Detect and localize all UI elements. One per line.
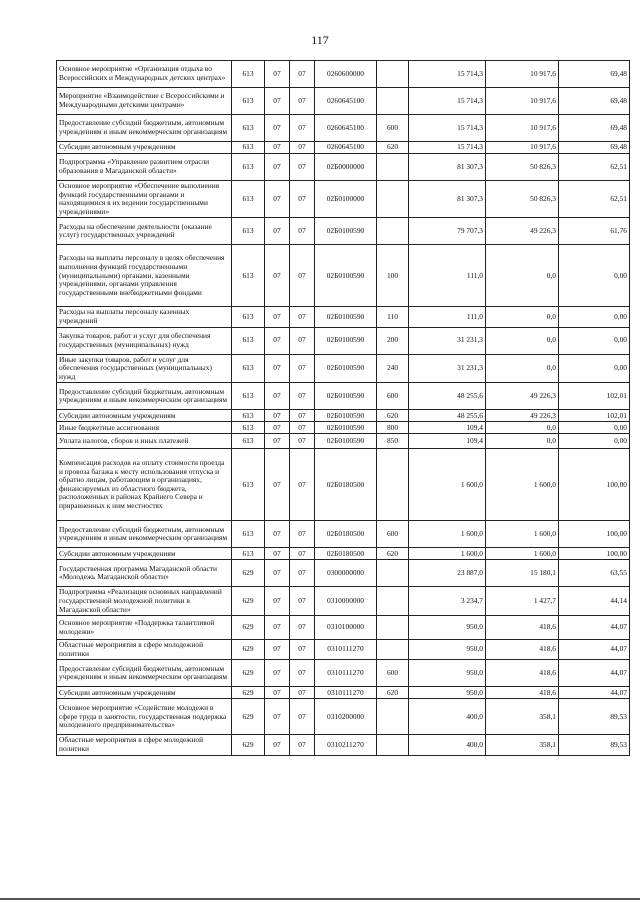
cell-name: Иные бюджетные ассигнования [57, 422, 232, 434]
cell-type: 600 [377, 660, 409, 687]
cell-subsection: 07 [290, 521, 315, 548]
cell-actual: 418,6 [486, 660, 559, 687]
cell-percent: 0,00 [559, 434, 630, 449]
cell-actual: 0,0 [486, 307, 559, 327]
cell-type: 600 [377, 521, 409, 548]
cell-target: 02Б0180500 [315, 548, 377, 560]
cell-actual: 1 600,0 [486, 548, 559, 560]
cell-type [377, 61, 409, 88]
cell-section: 07 [265, 61, 290, 88]
cell-subsection: 07 [290, 61, 315, 88]
cell-plan: 3 234,7 [409, 587, 486, 616]
cell-name: Областные мероприятия в сфере молодежной политики [57, 640, 232, 660]
table-row [57, 735, 630, 755]
cell-actual: 358,1 [486, 699, 559, 735]
cell-code: 613 [232, 383, 265, 410]
page-number: 117 [311, 33, 329, 47]
table-row [57, 88, 630, 115]
cell-percent: 69,48 [559, 142, 630, 154]
cell-percent: 69,48 [559, 88, 630, 115]
cell-name: Компенсация расходов на оплату стоимости проезда и провоза багажа к месту использования отпуска и обратно лицам, работающим в организациях, финансируемых из областного бюджета, расположенных в районах Крайнего Севера и приравненных к ним местностях [57, 449, 232, 521]
cell-code: 613 [232, 88, 265, 115]
cell-section: 07 [265, 699, 290, 735]
table-row [57, 587, 630, 616]
cell-actual: 10 917,6 [486, 61, 559, 88]
cell-target: 02Б0100590 [315, 327, 377, 354]
cell-percent: 44,07 [559, 687, 630, 699]
cell-name: Предоставление субсидий бюджетным, автономным учреждениям и иным некоммерческим организациям [57, 115, 232, 142]
cell-code: 613 [232, 327, 265, 354]
cell-name: Государственная программа Магаданской области «Молодежь Магаданской области» [57, 560, 232, 587]
cell-percent: 0,00 [559, 327, 630, 354]
cell-actual: 0,0 [486, 245, 559, 307]
cell-section: 07 [265, 449, 290, 521]
cell-section: 07 [265, 245, 290, 307]
cell-target: 02Б0100590 [315, 307, 377, 327]
cell-code: 629 [232, 560, 265, 587]
table-row [57, 548, 630, 560]
table-row [57, 154, 630, 181]
cell-section: 07 [265, 422, 290, 434]
table-row [57, 181, 630, 218]
cell-name: Расходы на выплаты персоналу в целях обеспечения выполнения функций государственными (муниципальными) органами, казенными учреждениями, органами управления государственными внебюджетными фондами [57, 245, 232, 307]
cell-plan: 81 307,3 [409, 181, 486, 218]
cell-actual: 0,0 [486, 354, 559, 383]
cell-target: 02Б0100590 [315, 422, 377, 434]
cell-target: 02Б0180500 [315, 449, 377, 521]
cell-type [377, 218, 409, 245]
cell-target: 0310000000 [315, 587, 377, 616]
cell-percent: 102,01 [559, 410, 630, 422]
cell-plan: 400,0 [409, 699, 486, 735]
cell-section: 07 [265, 410, 290, 422]
cell-percent: 100,00 [559, 548, 630, 560]
table-row [57, 354, 630, 383]
cell-section: 07 [265, 735, 290, 755]
cell-target: 02Б0100590 [315, 434, 377, 449]
cell-type [377, 587, 409, 616]
cell-percent: 63,55 [559, 560, 630, 587]
cell-subsection: 07 [290, 560, 315, 587]
cell-subsection: 07 [290, 245, 315, 307]
cell-code: 613 [232, 354, 265, 383]
cell-target: 0260645100 [315, 142, 377, 154]
cell-type [377, 735, 409, 755]
cell-name: Расходы на обеспечение деятельности (оказание услуг) государственных учреждений [57, 218, 232, 245]
cell-type: 200 [377, 327, 409, 354]
cell-target: 02Б0100590 [315, 383, 377, 410]
cell-subsection: 07 [290, 548, 315, 560]
cell-name: Субсидии автономным учреждениям [57, 410, 232, 422]
cell-code: 629 [232, 687, 265, 699]
cell-section: 07 [265, 88, 290, 115]
cell-subsection: 07 [290, 218, 315, 245]
table-row [57, 422, 630, 434]
cell-subsection: 07 [290, 88, 315, 115]
cell-name: Расходы на выплаты персоналу казенных учреждений [57, 307, 232, 327]
cell-code: 629 [232, 735, 265, 755]
cell-percent: 44,14 [559, 587, 630, 616]
cell-type [377, 699, 409, 735]
cell-type: 240 [377, 354, 409, 383]
cell-subsection: 07 [290, 660, 315, 687]
cell-actual: 0,0 [486, 327, 559, 354]
cell-type: 620 [377, 142, 409, 154]
cell-plan: 950,0 [409, 640, 486, 660]
cell-name: Закупка товаров, работ и услуг для обеспечения государственных (муниципальных) нужд [57, 327, 232, 354]
cell-code: 629 [232, 660, 265, 687]
cell-code: 613 [232, 142, 265, 154]
cell-percent: 100,00 [559, 521, 630, 548]
cell-target: 02Б0100000 [315, 181, 377, 218]
cell-target: 0310111270 [315, 660, 377, 687]
cell-plan: 111,0 [409, 307, 486, 327]
cell-subsection: 07 [290, 383, 315, 410]
cell-section: 07 [265, 587, 290, 616]
cell-name: Подпрограмма «Реализация основных направлений государственной молодежной политики в Магаданской области» [57, 587, 232, 616]
cell-percent: 89,53 [559, 699, 630, 735]
cell-type: 110 [377, 307, 409, 327]
budget-table [56, 60, 630, 756]
cell-type [377, 449, 409, 521]
cell-plan: 109,4 [409, 434, 486, 449]
cell-actual: 0,0 [486, 422, 559, 434]
table-row [57, 660, 630, 687]
table-row [57, 699, 630, 735]
cell-plan: 1 600,0 [409, 548, 486, 560]
cell-type [377, 640, 409, 660]
cell-code: 613 [232, 245, 265, 307]
cell-percent: 61,76 [559, 218, 630, 245]
cell-subsection: 07 [290, 640, 315, 660]
cell-type: 600 [377, 383, 409, 410]
cell-plan: 950,0 [409, 687, 486, 699]
cell-type [377, 88, 409, 115]
cell-type: 850 [377, 434, 409, 449]
cell-percent: 0,00 [559, 422, 630, 434]
table-row [57, 383, 630, 410]
cell-percent: 102,01 [559, 383, 630, 410]
cell-target: 0310111270 [315, 687, 377, 699]
cell-name: Иные закупки товаров, работ и услуг для обеспечения государственных (муниципальных) нужд [57, 354, 232, 383]
cell-percent: 0,00 [559, 354, 630, 383]
cell-target: 0310100000 [315, 616, 377, 640]
cell-subsection: 07 [290, 410, 315, 422]
table-row [57, 434, 630, 449]
cell-plan: 31 231,3 [409, 327, 486, 354]
cell-target: 02Б0100590 [315, 410, 377, 422]
cell-actual: 1 427,7 [486, 587, 559, 616]
cell-subsection: 07 [290, 181, 315, 218]
table-row [57, 245, 630, 307]
table-row [57, 616, 630, 640]
cell-code: 629 [232, 587, 265, 616]
cell-percent: 69,48 [559, 61, 630, 88]
cell-type: 600 [377, 115, 409, 142]
table-row [57, 521, 630, 548]
cell-name: Основное мероприятие «Поддержка талантливой молодежи» [57, 616, 232, 640]
cell-code: 613 [232, 181, 265, 218]
cell-plan: 109,4 [409, 422, 486, 434]
cell-code: 613 [232, 410, 265, 422]
cell-actual: 49 226,3 [486, 218, 559, 245]
cell-section: 07 [265, 142, 290, 154]
cell-section: 07 [265, 660, 290, 687]
cell-percent: 100,00 [559, 449, 630, 521]
cell-code: 613 [232, 521, 265, 548]
cell-subsection: 07 [290, 354, 315, 383]
cell-name: Предоставление субсидий бюджетным, автономным учреждениям и иным некоммерческим организациям [57, 521, 232, 548]
cell-plan: 79 707,3 [409, 218, 486, 245]
cell-code: 613 [232, 61, 265, 88]
cell-actual: 1 600,0 [486, 449, 559, 521]
cell-plan: 15 714,3 [409, 115, 486, 142]
cell-target: 0310200000 [315, 699, 377, 735]
cell-section: 07 [265, 687, 290, 699]
cell-plan: 400,0 [409, 735, 486, 755]
cell-name: Субсидии автономным учреждениям [57, 687, 232, 699]
cell-target: 0260645100 [315, 115, 377, 142]
cell-type: 100 [377, 245, 409, 307]
cell-code: 613 [232, 434, 265, 449]
cell-percent: 44,07 [559, 616, 630, 640]
cell-plan: 950,0 [409, 616, 486, 640]
cell-percent: 0,00 [559, 245, 630, 307]
cell-target: 02Б0180500 [315, 521, 377, 548]
cell-target: 02Б0100590 [315, 218, 377, 245]
cell-name: Основное мероприятие «Организация отдыха во Всероссийских и Международных детских центрах» [57, 61, 232, 88]
cell-section: 07 [265, 354, 290, 383]
cell-actual: 1 600,0 [486, 521, 559, 548]
cell-actual: 15 180,1 [486, 560, 559, 587]
cell-name: Основное мероприятие «Обеспечение выполнения функций государственными органами и находящимися в их ведении государственными учреждениями» [57, 181, 232, 218]
cell-code: 613 [232, 449, 265, 521]
cell-actual: 10 917,6 [486, 88, 559, 115]
cell-target: 0310211270 [315, 735, 377, 755]
table-row [57, 142, 630, 154]
cell-plan: 23 887,0 [409, 560, 486, 587]
cell-section: 07 [265, 383, 290, 410]
cell-actual: 0,0 [486, 434, 559, 449]
cell-name: Основное мероприятие «Содействие молодежи в сфере труда и занятости, государственная поддержка молодежного предпринимательства» [57, 699, 232, 735]
cell-target: 02Б0000000 [315, 154, 377, 181]
cell-plan: 48 255,6 [409, 410, 486, 422]
cell-percent: 44,07 [559, 660, 630, 687]
table-row [57, 327, 630, 354]
cell-section: 07 [265, 521, 290, 548]
table-row [57, 640, 630, 660]
table-row [57, 449, 630, 521]
cell-percent: 89,53 [559, 735, 630, 755]
cell-plan: 81 307,3 [409, 154, 486, 181]
cell-type [377, 560, 409, 587]
cell-section: 07 [265, 560, 290, 587]
cell-type: 800 [377, 422, 409, 434]
cell-code: 613 [232, 115, 265, 142]
cell-name: Субсидии автономным учреждениям [57, 548, 232, 560]
table-row [57, 307, 630, 327]
cell-subsection: 07 [290, 587, 315, 616]
cell-name: Предоставление субсидий бюджетным, автономным учреждениям и иным некоммерческим организациям [57, 660, 232, 687]
cell-code: 613 [232, 307, 265, 327]
cell-type [377, 154, 409, 181]
cell-target: 0300000000 [315, 560, 377, 587]
cell-subsection: 07 [290, 699, 315, 735]
cell-percent: 62,51 [559, 181, 630, 218]
cell-plan: 950,0 [409, 660, 486, 687]
cell-name: Областные мероприятия в сфере молодежной политики [57, 735, 232, 755]
cell-name: Мероприятие «Взаимодействие с Всероссийскими и Международными детскими центрами» [57, 88, 232, 115]
cell-code: 613 [232, 154, 265, 181]
cell-actual: 418,6 [486, 640, 559, 660]
cell-subsection: 07 [290, 422, 315, 434]
cell-actual: 49 226,3 [486, 410, 559, 422]
cell-section: 07 [265, 307, 290, 327]
cell-plan: 15 714,3 [409, 88, 486, 115]
cell-plan: 48 255,6 [409, 383, 486, 410]
cell-section: 07 [265, 181, 290, 218]
cell-target: 0260645100 [315, 88, 377, 115]
cell-actual: 10 917,6 [486, 115, 559, 142]
cell-percent: 0,00 [559, 307, 630, 327]
cell-name: Уплата налогов, сборов и иных платежей [57, 434, 232, 449]
cell-percent: 44,07 [559, 640, 630, 660]
cell-code: 629 [232, 640, 265, 660]
cell-type: 620 [377, 687, 409, 699]
cell-actual: 49 226,3 [486, 383, 559, 410]
cell-section: 07 [265, 616, 290, 640]
table-row [57, 61, 630, 88]
cell-section: 07 [265, 327, 290, 354]
cell-name: Субсидии автономным учреждениям [57, 142, 232, 154]
cell-type: 620 [377, 410, 409, 422]
table-row [57, 560, 630, 587]
cell-plan: 111,0 [409, 245, 486, 307]
footer-rule [0, 898, 640, 900]
cell-type: 620 [377, 548, 409, 560]
cell-name: Предоставление субсидий бюджетным, автономным учреждениям и иным некоммерческим организациям [57, 383, 232, 410]
table-row [57, 115, 630, 142]
cell-subsection: 07 [290, 735, 315, 755]
cell-section: 07 [265, 640, 290, 660]
cell-target: 02Б0100590 [315, 354, 377, 383]
cell-type [377, 616, 409, 640]
cell-section: 07 [265, 115, 290, 142]
cell-section: 07 [265, 548, 290, 560]
cell-subsection: 07 [290, 327, 315, 354]
cell-code: 613 [232, 218, 265, 245]
cell-subsection: 07 [290, 115, 315, 142]
cell-code: 629 [232, 616, 265, 640]
cell-subsection: 07 [290, 154, 315, 181]
cell-actual: 358,1 [486, 735, 559, 755]
cell-code: 629 [232, 699, 265, 735]
cell-target: 02Б0100590 [315, 245, 377, 307]
cell-type [377, 181, 409, 218]
cell-actual: 418,6 [486, 616, 559, 640]
cell-code: 613 [232, 422, 265, 434]
cell-subsection: 07 [290, 616, 315, 640]
cell-subsection: 07 [290, 142, 315, 154]
cell-target: 0310111270 [315, 640, 377, 660]
table-row [57, 687, 630, 699]
cell-actual: 10 917,6 [486, 142, 559, 154]
cell-percent: 62,51 [559, 154, 630, 181]
cell-subsection: 07 [290, 449, 315, 521]
cell-plan: 31 231,3 [409, 354, 486, 383]
cell-actual: 50 826,3 [486, 154, 559, 181]
cell-section: 07 [265, 434, 290, 449]
cell-subsection: 07 [290, 434, 315, 449]
cell-name: Подпрограмма «Управление развитием отрасли образования в Магаданской области» [57, 154, 232, 181]
table-row [57, 410, 630, 422]
table-row [57, 218, 630, 245]
cell-plan: 15 714,3 [409, 61, 486, 88]
cell-subsection: 07 [290, 687, 315, 699]
cell-section: 07 [265, 154, 290, 181]
cell-subsection: 07 [290, 307, 315, 327]
cell-percent: 69,48 [559, 115, 630, 142]
cell-target: 0260600000 [315, 61, 377, 88]
cell-plan: 15 714,3 [409, 142, 486, 154]
cell-plan: 1 600,0 [409, 521, 486, 548]
cell-actual: 50 826,3 [486, 181, 559, 218]
cell-section: 07 [265, 218, 290, 245]
cell-plan: 1 600,0 [409, 449, 486, 521]
cell-actual: 418,6 [486, 687, 559, 699]
cell-code: 613 [232, 548, 265, 560]
